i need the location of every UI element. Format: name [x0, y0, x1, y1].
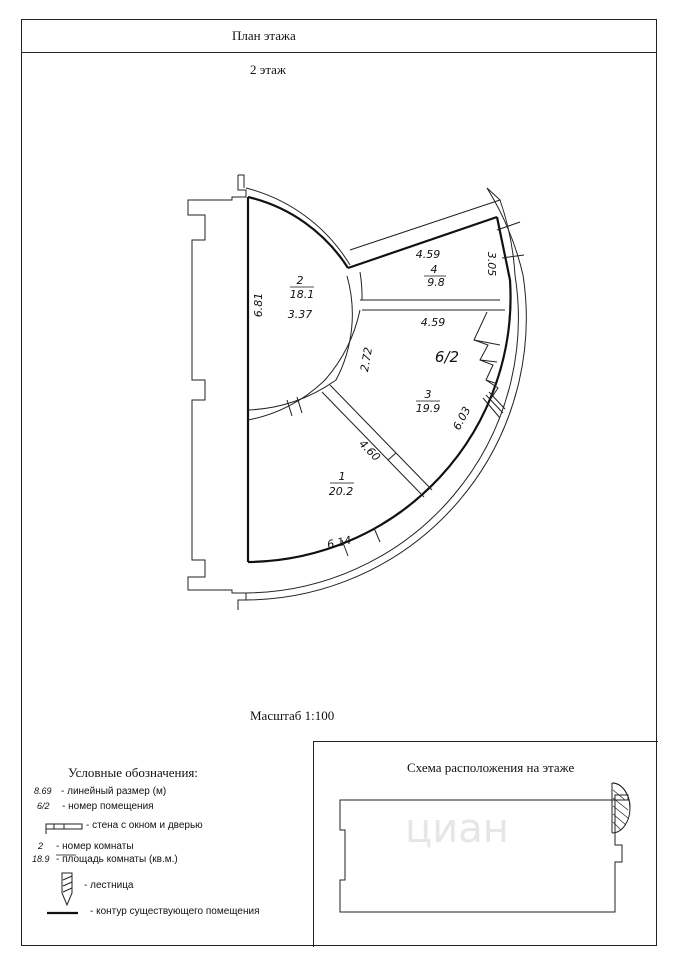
legend-symbols — [46, 824, 82, 913]
room-2-label — [252, 274, 314, 321]
room-1-dim-diag: 4.60 — [356, 437, 383, 464]
scheme-title: Схема расположения на этаже — [407, 760, 575, 775]
room-4-dim-top: 4.59 — [415, 248, 441, 261]
legend-room-number-text: - номер комнаты — [56, 841, 134, 852]
room-4-area: 9.8 — [427, 276, 445, 289]
legend-room-number-sample: 2 — [38, 841, 44, 851]
room-3-dim-top: 4.59 — [420, 316, 446, 329]
room-contour — [248, 197, 511, 562]
room-3-label — [358, 316, 473, 432]
legend-title: Условные обозначения: — [68, 765, 199, 780]
stair-symbol — [62, 873, 72, 905]
legend-premise-sample: 6/2 — [37, 801, 50, 811]
room-3-dim-left: 2.72 — [358, 346, 376, 373]
legend-room-area-text: - площадь комнаты (кв.м.) — [56, 854, 178, 865]
legend-stair-text: - лестница — [84, 880, 134, 891]
legend-premise-text: - номер помещения — [62, 801, 154, 812]
scale-label: Масштаб 1:100 — [250, 708, 335, 723]
room-4-number: 4 — [430, 263, 438, 276]
room-1-area: 20.2 — [328, 485, 354, 498]
room-2-number: 2 — [296, 274, 304, 287]
sheet-title: План этажа — [232, 28, 296, 43]
legend-dim-text: - линейный размер (м) — [61, 786, 167, 797]
room-2-height: 3.37 — [287, 308, 313, 321]
room-3-dim-right: 6.03 — [450, 404, 474, 433]
legend-dim-sample: 8.69 — [34, 786, 52, 796]
room-4-label — [416, 248, 498, 289]
room-2-dimension: 6.81 — [252, 292, 265, 318]
room-2-area: 18.1 — [289, 288, 315, 301]
floor-label: 2 этаж — [250, 62, 286, 77]
room-3-number: 3 — [424, 388, 432, 401]
room-1-number: 1 — [338, 470, 346, 483]
room-1-dim-bottom: 6.14 — [325, 533, 353, 552]
legend-contour-text: - контур существующего помещения — [90, 906, 260, 917]
room-1-label — [326, 437, 383, 551]
legend-wall-text: - стена с окном и дверью — [86, 820, 203, 831]
room-4-dim-side: 3.05 — [485, 251, 498, 277]
room-3-area: 19.9 — [415, 402, 441, 415]
outer-walls — [188, 175, 526, 610]
inner-walls — [248, 222, 524, 556]
legend-room-area-sample: 18.9 — [32, 854, 50, 864]
wall-window-door-symbol — [46, 824, 82, 834]
watermark-text: циан — [405, 806, 509, 852]
premise-number: 6/2 — [434, 348, 460, 366]
